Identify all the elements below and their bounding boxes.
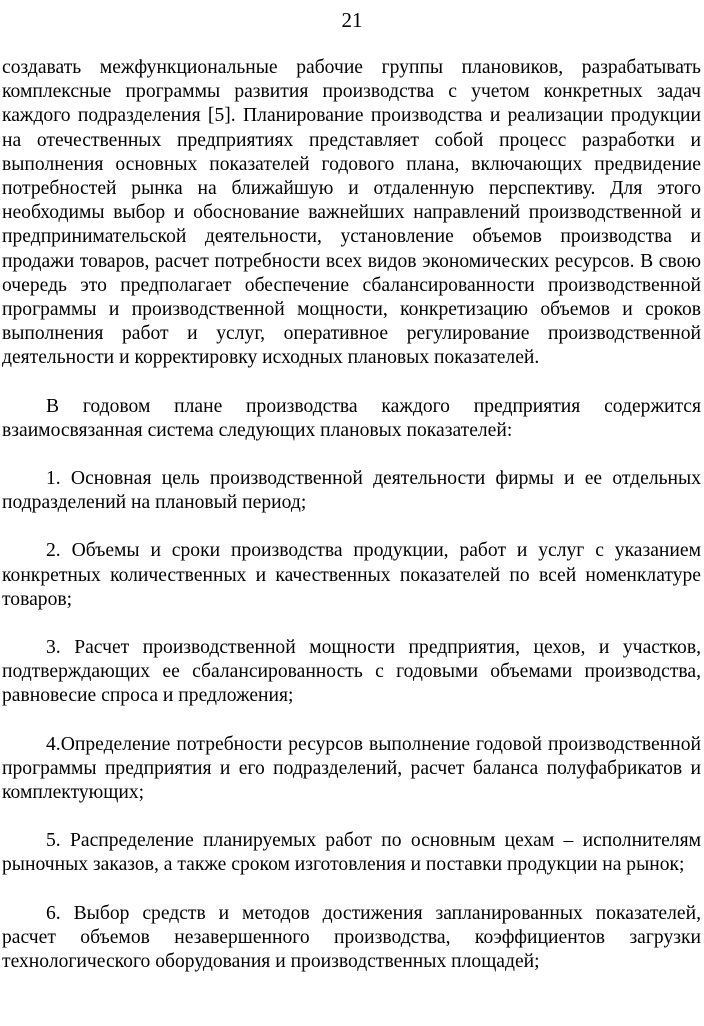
list-item-6: 6. Выбор средств и методов достижения запланированных показателей, расчет объемов незавершенного производства, коэффициентов загрузки технологического оборудования и производственных площадей; (2, 902, 701, 973)
document-body (2, 56, 701, 974)
list-item-3: 3. Расчет производственной мощности предприятия, цехов, и участков, подтверждающих ее сбалансированность с годовыми объемами производства, равновесие спроса и предложения; (2, 637, 701, 707)
list-item-4: 4.Определение потребности ресурсов выполнение годовой производственной программы предприятия и его подразделений, расчет баланса полуфабрикатов и комплектующих; (2, 733, 701, 804)
list-item-1: 1. Основная цель производственной деятельности фирмы и ее отдельных подразделений на плановый период; (2, 468, 701, 514)
list-item-5: 5. Распределение планируемых работ по основным цехам – исполнителям рыночных заказов, а также сроком изготовления и поставки продукции на рынок; (2, 830, 701, 876)
list-item-2: 2. Объемы и сроки производства продукции, работ и услуг с указанием конкретных количественных и качественных показателей по всей номенклатуре товаров; (2, 540, 701, 610)
paragraph-planning-intro: создавать межфункциональные рабочие группы плановиков, разрабатывать комплексные программы развития производства с учетом конкретных задач каждого подразделения [5]. Планирование производства и реализации продукции на отечественных предприятиях представляет собой процесс разработки и выполнения основных показателей годового плана, включающих предвидение потребностей рынка на ближайшую и отдаленную перспективу. Для этого необходимы выбор и обоснование важнейших направлений производственной и предпринимательской деятельности, установление объемов производства и продажи товаров, расчет потребности всех видов экономических ресурсов. В свою очередь это предполагает обеспечение сбалансированности производственной программы и производственной мощности, конкретизацию объемов и сроков выполнения работ и услуг, оперативное регулирование производственной деятельности и корректировку исходных плановых показателей. (2, 57, 701, 369)
paragraph-annual-plan-indicators: В годовом плане производства каждого предприятия содержится взаимосвязанная система следующих плановых показателей: (2, 395, 701, 441)
page-number: 21 (341, 8, 363, 32)
